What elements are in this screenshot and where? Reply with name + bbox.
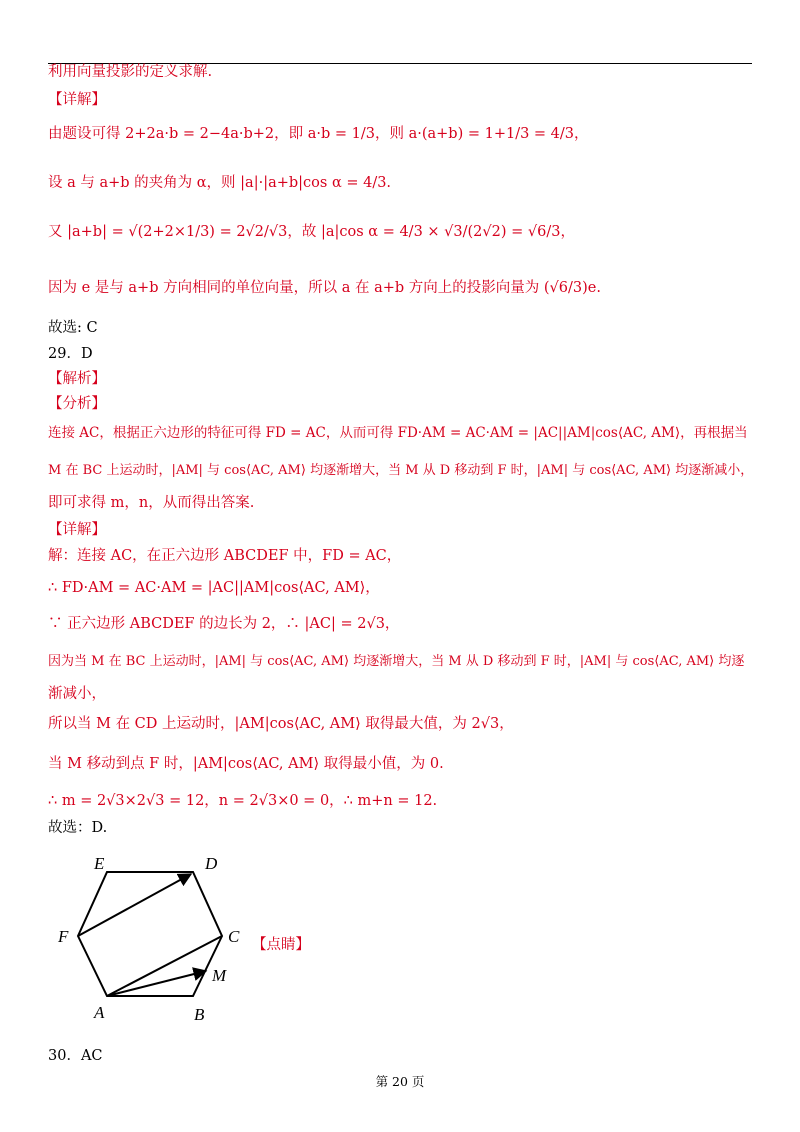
text-line: 因为 e 是与 a+b 方向相同的单位向量，所以 a 在 a+b 方向上的投影向量为 (√6/3)e. xyxy=(48,280,601,296)
text-line: 【详解】 xyxy=(48,522,106,538)
text-line: 由题设可得 2+2a·b = 2−4a·b+2，即 a·b = 1/3，则 a·(a+b) = 1+1/3 = 4/3， xyxy=(48,126,589,142)
text-line: 因为当 M 在 BC 上运动时，|AM| 与 cos⟨AC, AM⟩ 均逐渐增大，当 M 从 D 移动到 F 时，|AM| 与 cos⟨AC, AM⟩ 均逐 xyxy=(48,654,745,669)
text-line: ∵ 正六边形 ABCDEF 的边长为 2，∴ |AC| = 2√3， xyxy=(48,616,400,632)
text-line: M 在 BC 上运动时，|AM| 与 cos⟨AC, AM⟩ 均逐渐增大，当 M 从 D 移动到 F 时，|AM| 与 cos⟨AC, AM⟩ 均逐渐减小， xyxy=(48,463,754,478)
text-line: 【解析】 xyxy=(48,371,106,387)
text-line: 设 a 与 a+b 的夹角为 α，则 |a|·|a+b|cos α = 4/3. xyxy=(48,175,392,191)
page-number: 第 20 页 xyxy=(375,1074,425,1089)
text-line: 【分析】 xyxy=(48,396,106,412)
text-line: 当 M 移动到点 F 时，|AM|cos⟨AC, AM⟩ 取得最小值，为 0. xyxy=(48,756,444,772)
text-line: ∴ m = 2√3×2√3 = 12，n = 2√3×0 = 0，∴ m+n = 12. xyxy=(48,793,438,809)
text-line: 即可求得 m，n，从而得出答案. xyxy=(48,495,255,511)
text-line: 【详解】 xyxy=(48,92,106,108)
note-tag: 【点睛】 xyxy=(252,937,310,953)
hexagon-figure xyxy=(50,848,250,1028)
hexagon-outline xyxy=(78,872,222,996)
text-line: 所以当 M 在 CD 上运动时，|AM|cos⟨AC, AM⟩ 取得最大值，为 2√3， xyxy=(48,716,514,732)
text-line: 连接 AC，根据正六边形的特征可得 FD = AC，从而可得 FD·AM = AC·AM = |AC||AM|cos⟨AC, AM⟩，再根据当 xyxy=(48,425,748,441)
label-C: C xyxy=(228,927,240,946)
label-E: E xyxy=(94,854,105,873)
segment-AC xyxy=(107,936,222,996)
text-line: 解：连接 AC，在正六边形 ABCDEF 中，FD = AC， xyxy=(48,548,402,564)
text-line: 利用向量投影的定义求解. xyxy=(48,64,213,80)
text-line: 30．AC xyxy=(48,1048,103,1064)
text-line: 故选：D. xyxy=(48,820,108,836)
text-line: 29．D xyxy=(48,346,93,362)
label-D: D xyxy=(205,854,218,873)
text-line: ∴ FD·AM = AC·AM = |AC||AM|cos⟨AC, AM⟩， xyxy=(48,580,380,596)
label-A: A xyxy=(94,1003,105,1022)
text-line: 故选: C xyxy=(48,320,98,336)
label-F: F xyxy=(58,927,69,946)
label-B: B xyxy=(194,1005,205,1024)
text-line: 又 |a+b| = √(2+2×1/3) = 2√2/√3，故 |a|cos α = 4/3 × √3/(2√2) = √6/3， xyxy=(48,224,575,240)
label-M: M xyxy=(212,966,227,985)
vector-FD xyxy=(78,874,191,936)
text-line: 渐减小， xyxy=(48,686,106,702)
vector-AM xyxy=(107,971,206,996)
